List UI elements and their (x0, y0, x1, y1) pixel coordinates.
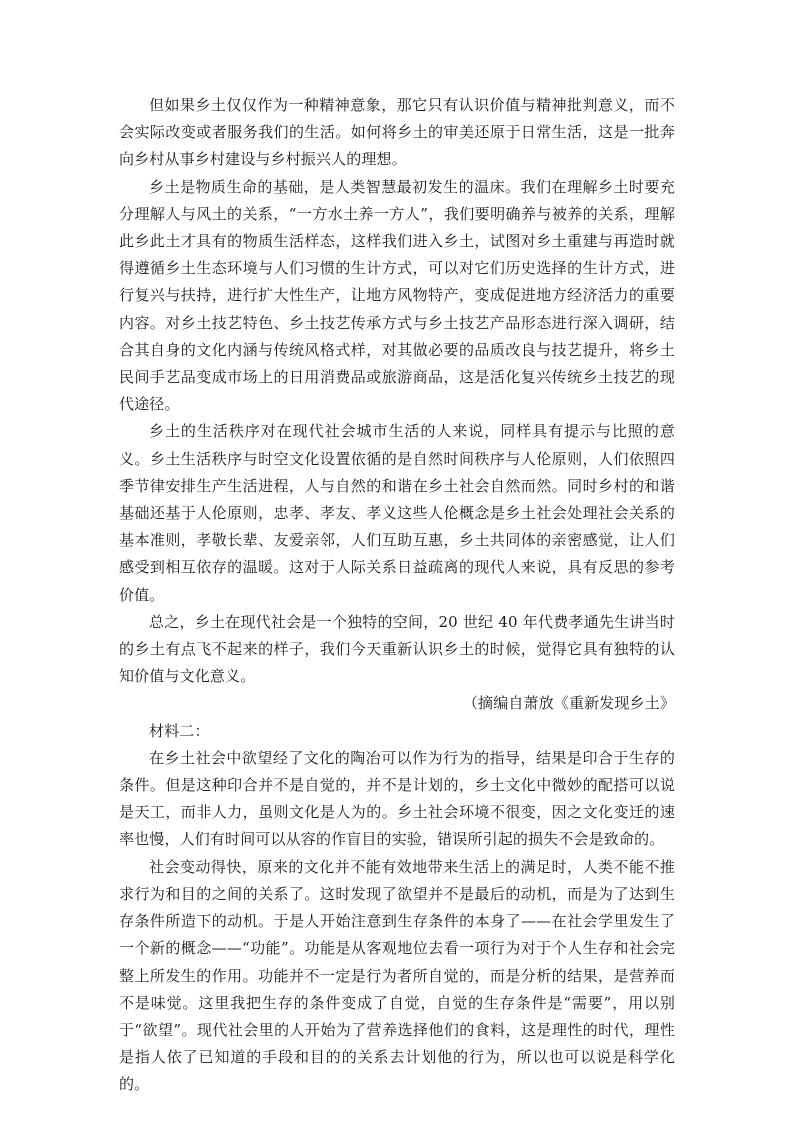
paragraph-6: 社会变动得快，原来的文化并不能有效地带来生活上的满足时，人类不能不推求行为和目的之间的关系了。这时发现了欲望并不是最后的动机，而是为了达到生存条件所造下的动机。于是人开始注意到生存条件的本身了——在社会学里发生了一个新的概念——“功能”。功能是从客观地位去看一项行为对于个人生存和社会完整上所发生的作用。功能并不一定是行为者所自觉的，而是分析的结果，是营养而不是味觉。这里我把生存的条件变成了自觉，自觉的生存条件是“需要”，用以别于“欲望”。现代社会里的人开始为了营养选择他们的食料，这是理性的时代，理性是指人依了已知道的手段和目的的关系去计划他的行为，所以也可以说是科学化的。 (119, 857, 675, 1094)
material-heading: 材料二： (149, 721, 210, 740)
document-body (119, 92, 675, 1099)
paragraph-2: 乡土是物质生命的基础，是人类智慧最初发生的温床。我们在理解乡土时要充分理解人与风土的关系，“一方水土养一方人”，我们要明确养与被养的关系，理解此乡此土才具有的物质生活样态，这样我们进入乡土，试图对乡土重建与再造时就得遵循乡土生态环境与人们习惯的生计方式，可以对它们历史选择的生计方式，进行复兴与扶持，进行扩大性生产，让地方风物特产，变成促进地方经济活力的重要内容。对乡土技艺特色、乡土技艺传承方式与乡土技艺产品形态进行深入调研，结合其自身的文化内涵与传统风格式样，对其做必要的品质改良与技艺提升，将乡土民间手艺品变成市场上的日用消费品或旅游商品，这是活化复兴传统乡土技艺的现代途径。 (119, 177, 675, 414)
paragraph-5: 在乡土社会中欲望经了文化的陶冶可以作为行为的指导，结果是印合于生存的条件。但是这种印合并不是自觉的，并不是计划的，乡土文化中微妙的配搭可以说是天工，而非人力，虽则文化是人为的。乡土社会环境不很变，因之文化变迁的速率也慢，人们有时间可以从容的作盲目的实验，错误所引起的损失不会是致命的。 (119, 748, 675, 849)
source-citation: （摘编自萧放《重新发现乡土》 (462, 694, 675, 713)
paragraph-1: 但如果乡土仅仅作为一种精神意象，那它只有认识价值与精神批判意义，而不会实际改变或者服务我们的生活。如何将乡土的审美还原于日常生活，这是一批奔向乡村从事乡村建设与乡村振兴人的理想。 (119, 96, 675, 169)
paragraph-4: 总之，乡土在现代社会是一个独特的空间，20 世纪 40 年代费孝通先生讲当时的乡土有点飞不起来的样子，我们今天重新认识乡土的时候，觉得它具有独特的认知价值与文化意义。 (119, 612, 675, 686)
paragraph-3: 乡土的生活秩序对在现代社会城市生活的人来说，同样具有提示与比照的意义。乡土生活秩序与时空文化设置依循的是自然时间秩序与人伦原则，人们依照四季节律安排生产生活进程，人与自然的和谐在乡土社会自然而然。同时乡村的和谐基础还基于人伦原则，忠孝、孝友、孝义这些人伦概念是乡土社会处理社会关系的基本准则，孝敬长辈、友爱亲邻，人们互助互惠，乡土共同体的亲密感觉，让人们感受到相互依存的温暖。这对于人际关系日益疏离的现代人来说，具有反思的参考价值。 (119, 422, 675, 604)
